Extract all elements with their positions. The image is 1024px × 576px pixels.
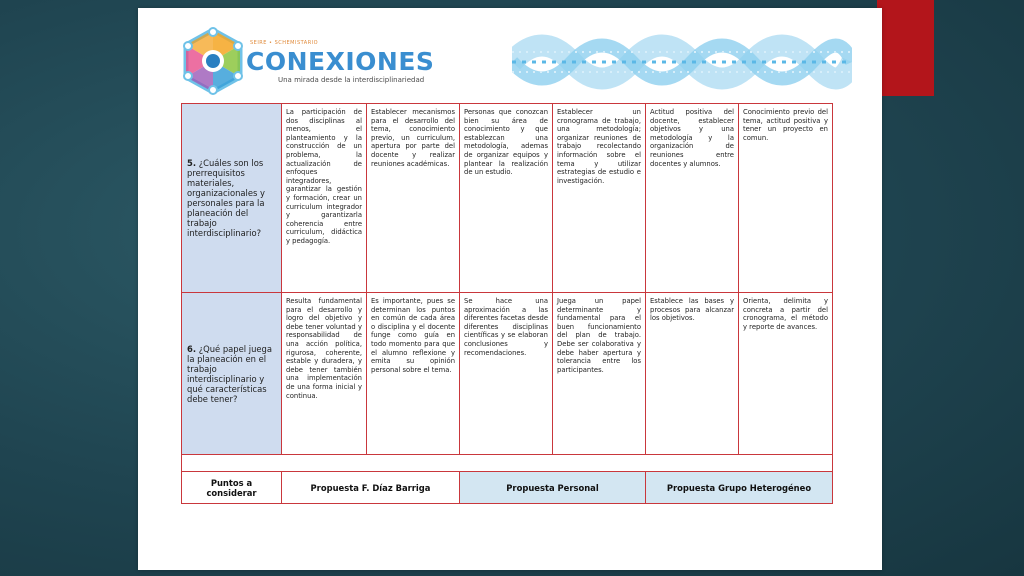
decorative-ribbon — [512, 32, 852, 92]
table-row — [182, 104, 833, 293]
table-footer-row — [182, 472, 833, 504]
answer-cell: Establecer mecanismos para el desarrollo del tema, conocimiento previo, un curriculum, apertura por parte del docente y realizar reuniones académicas. — [367, 104, 460, 293]
footer-col-diaz-barriga: Propuesta F. Díaz Barriga — [282, 472, 460, 504]
answer-cell: Se hace una aproximación a las diferentes facetas desde diferentes disciplinas científicas y se elaboran conclusiones y recomendaciones. — [460, 293, 553, 455]
table-row — [182, 293, 833, 455]
brand-tagline: Una mirada desde la interdisciplinariedad — [278, 76, 425, 84]
answer-cell: Orienta, delimita y concreta a partir del cronograma, el método y reporte de avances. — [739, 293, 833, 455]
spacer-cell — [182, 455, 833, 472]
answer-cell: Actitud positiva del docente, establecer objetivos y una metodología y la organización de reuniones entre docentes y alumnos. — [646, 104, 739, 293]
answer-cell: La participación de dos disciplinas al menos, el planteamiento y la construcción de un problema, la actualización de enfoques integradores, garantizar la gestión y formación, crear un curriculum integrador y garantizarla coherencia entre curriculum, didáctica y pedagogía. — [282, 104, 367, 293]
question-text: ¿Qué papel juega la planeación en el trabajo interdisciplinario y qué características debe tener? — [187, 343, 272, 404]
answer-cell: Establecer un cronograma de trabajo, una metodología; organizar reuniones de trabajo recolectando información sobre el tema y utilizar estrategias de estudio e investigación. — [553, 104, 646, 293]
footer-label-cell: Puntos a considerar — [182, 472, 282, 504]
answer-cell: Personas que conozcan bien su área de conocimiento y que establezcan una metodología, ademas de organizar equipos y plantear la realización de un estudio. — [460, 104, 553, 293]
answer-cell: Resulta fundamental para el desarrollo y logro del objetivo y debe tener voluntad y responsabilidad de una acción política, rigurosa, coherente, estable y duradera, y debe tener también una implementación de una forma inicial y continua. — [282, 293, 367, 455]
question-cell — [182, 293, 282, 455]
answer-cell: Establece las bases y procesos para alcanzar los objetivos. — [646, 293, 739, 455]
answer-cell: Conocimiento previo del tema, actitud positiva y tener un proyecto en comun. — [739, 104, 833, 293]
brand-small-text: SEIRE • SCHEMISTARIO — [250, 40, 319, 46]
question-number: 6. — [187, 343, 197, 354]
question-cell — [182, 104, 282, 293]
question-number: 5. — [187, 158, 197, 168]
conexiones-logo-icon — [180, 26, 246, 96]
answer-cell: Juega un papel determinante y fundamental para el buen funcionamiento del plan de trabajo. Debe ser colaborativa y debe haber apertura y tolerancia entre los participantes. — [553, 293, 646, 455]
question-text: ¿Cuáles son los prerrequisitos materiales, organizacionales y personales para la planeación del trabajo interdisciplinario? — [187, 158, 265, 238]
footer-col-personal: Propuesta Personal — [460, 472, 646, 504]
slide — [138, 8, 882, 570]
answer-cell: Es importante, pues se determinan los puntos en común de cada área o disciplina y el docente funge como guía en todo momento para que el alumno reflexione y emita su opinión personal sobre el tema. — [367, 293, 460, 455]
footer-col-grupo: Propuesta Grupo Heterogéneo — [646, 472, 833, 504]
red-accent-bar — [877, 0, 934, 96]
spacer-row — [182, 455, 833, 472]
brand-title: CONEXIONES — [246, 47, 435, 76]
comparison-table — [181, 103, 832, 504]
